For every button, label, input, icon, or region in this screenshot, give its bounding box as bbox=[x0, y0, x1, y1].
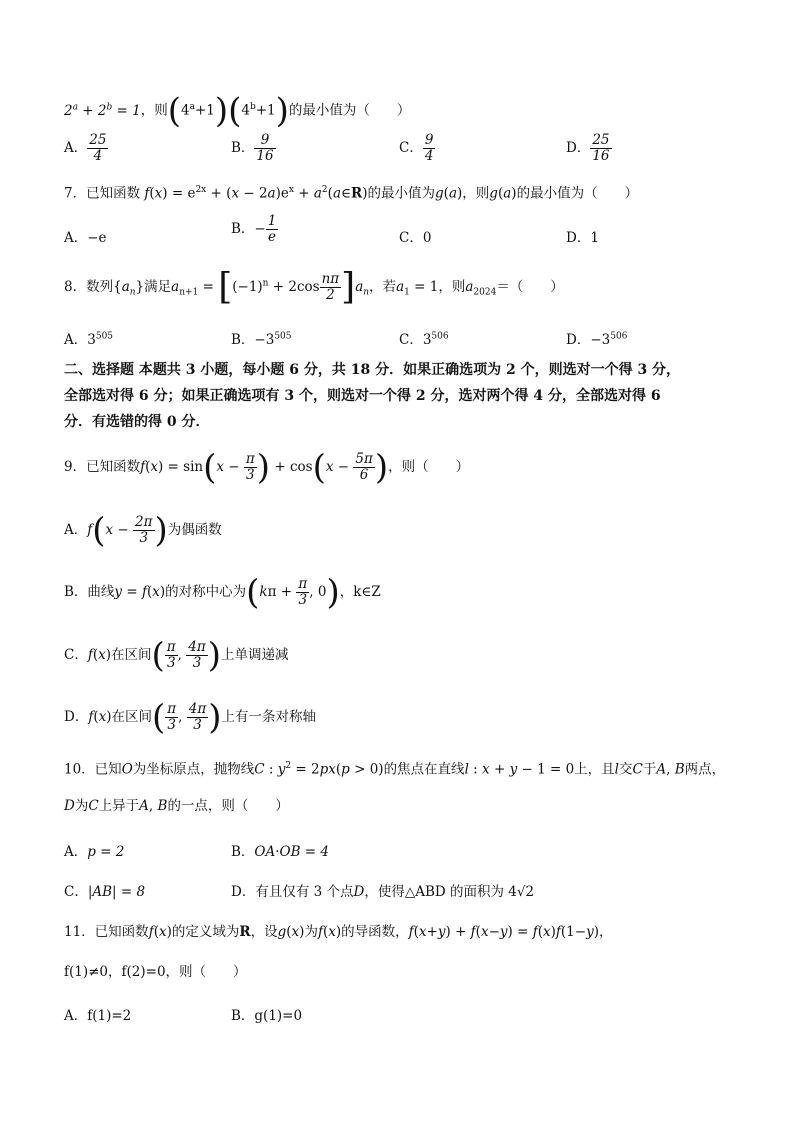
section2-line1: 二、选择题 本题共 3 小题，每小题 6 分，共 18 分．如果正确选项为 2 个，则选对一个得 3 分， bbox=[64, 362, 681, 378]
q10-option-b[interactable]: B．OA·OB = 4 bbox=[231, 844, 330, 860]
q9-option-b[interactable]: B．曲线y = f(x)的对称中心为(kπ + $\frac{\pi}{3}$ , 0)，k∈Z bbox=[64, 572, 381, 613]
q9-stem: 9．已知函数f(x) = sin(x − $\frac{\pi}{3}$ ) + cos(x − $\frac{5\pi}{6}$ )，则（ ） bbox=[64, 447, 470, 488]
q9-option-c[interactable]: C．f(x)在区间( $\frac{\pi}{3}$ , $\frac{4\pi}{3}$ )上单调递减 bbox=[64, 635, 289, 676]
q8-option-d[interactable]: D．$-3^{506}$ bbox=[566, 331, 628, 348]
q6-option-a[interactable]: A． $\frac{25}{4}$ bbox=[64, 132, 107, 164]
q8-option-c[interactable]: C．$3^{506}$ bbox=[399, 331, 449, 348]
q11-stem-line1: 11．已知函数f(x)的定义域为R，设g(x)为f(x)的导函数，f(x+y) + f(x−y) = f(x)f(1−y)， bbox=[64, 924, 613, 940]
q6-option-b[interactable]: B． $\frac{9}{16}$ bbox=[231, 132, 274, 164]
q10-option-d[interactable]: D．有且仅有 3 个点D，使得△ABD 的面积为 4√2 bbox=[231, 884, 535, 900]
q7-stem: 7．已知函数 $f(x) = e^{2x} + (x - 2a)e^x$ + $a^2(a\in R)$的最小值为g(a)，则g(a)的最小值为（ ） bbox=[64, 185, 639, 202]
q7-option-c[interactable]: C．0 bbox=[399, 230, 432, 246]
q8-option-b[interactable]: B．$-3^{505}$ bbox=[231, 331, 292, 348]
q11-stem-line2: f(1)≠0，f(2)=0，则（ ） bbox=[64, 964, 247, 980]
q9-option-d[interactable]: D．f(x)在区间( $\frac{\pi}{3}$ , $\frac{4\pi}{3}$ )上有一条对称轴 bbox=[64, 697, 316, 738]
q7-option-b[interactable]: B．− $\frac{1}{e}$ bbox=[231, 213, 277, 245]
q10-option-c[interactable]: C．|AB| = 8 bbox=[64, 884, 146, 900]
q11-option-a[interactable]: A．f(1)=2 bbox=[64, 1008, 132, 1024]
q7-option-d[interactable]: D．1 bbox=[566, 230, 599, 246]
q6-option-d[interactable]: D． $\frac{25}{16}$ bbox=[566, 132, 610, 164]
q7-option-a[interactable]: A．−e bbox=[64, 230, 107, 246]
q10-stem-line1: 10．已知O为坐标原点，抛物线C : $y^2 = 2px(p > 0)$的焦点在直线l : x + y − 1 = 0上，且l交C于A, B两点， bbox=[64, 761, 726, 778]
section2-line2: 全部选对得 6 分；如果正确选项有 3 个，则选对一个得 2 分，选对两个得 4 分，全部选对得 6 bbox=[64, 388, 661, 404]
section2-line3: 分．有选错的得 0 分． bbox=[64, 414, 210, 430]
q6-option-c[interactable]: C． $\frac{9}{4}$ bbox=[399, 132, 434, 164]
q6-stem: $2^a + 2^b = 1$，则$(4^a+1)(4^b+1)$的最小值为（ ） bbox=[64, 91, 411, 131]
q9-option-a[interactable]: A．f(x − $\frac{2\pi}{3}$ )为偶函数 bbox=[64, 510, 222, 551]
q10-option-a[interactable]: A．p = 2 bbox=[64, 844, 125, 860]
q10-stem-line2: D为C上异于A, B的一点，则（ ） bbox=[64, 798, 289, 814]
q11-option-b[interactable]: B．g(1)=0 bbox=[231, 1008, 303, 1024]
q8-stem: 8．数列$\{a_n\}$满足$a_{n+1} = [(-1)^n + 2\cos$ $\frac{n\pi}{2}$ ]$a_n$，若$a_1 = 1$，则$a_{2024}=$（ ） bbox=[64, 266, 564, 308]
q8-option-a[interactable]: A．$3^{505}$ bbox=[64, 331, 114, 348]
